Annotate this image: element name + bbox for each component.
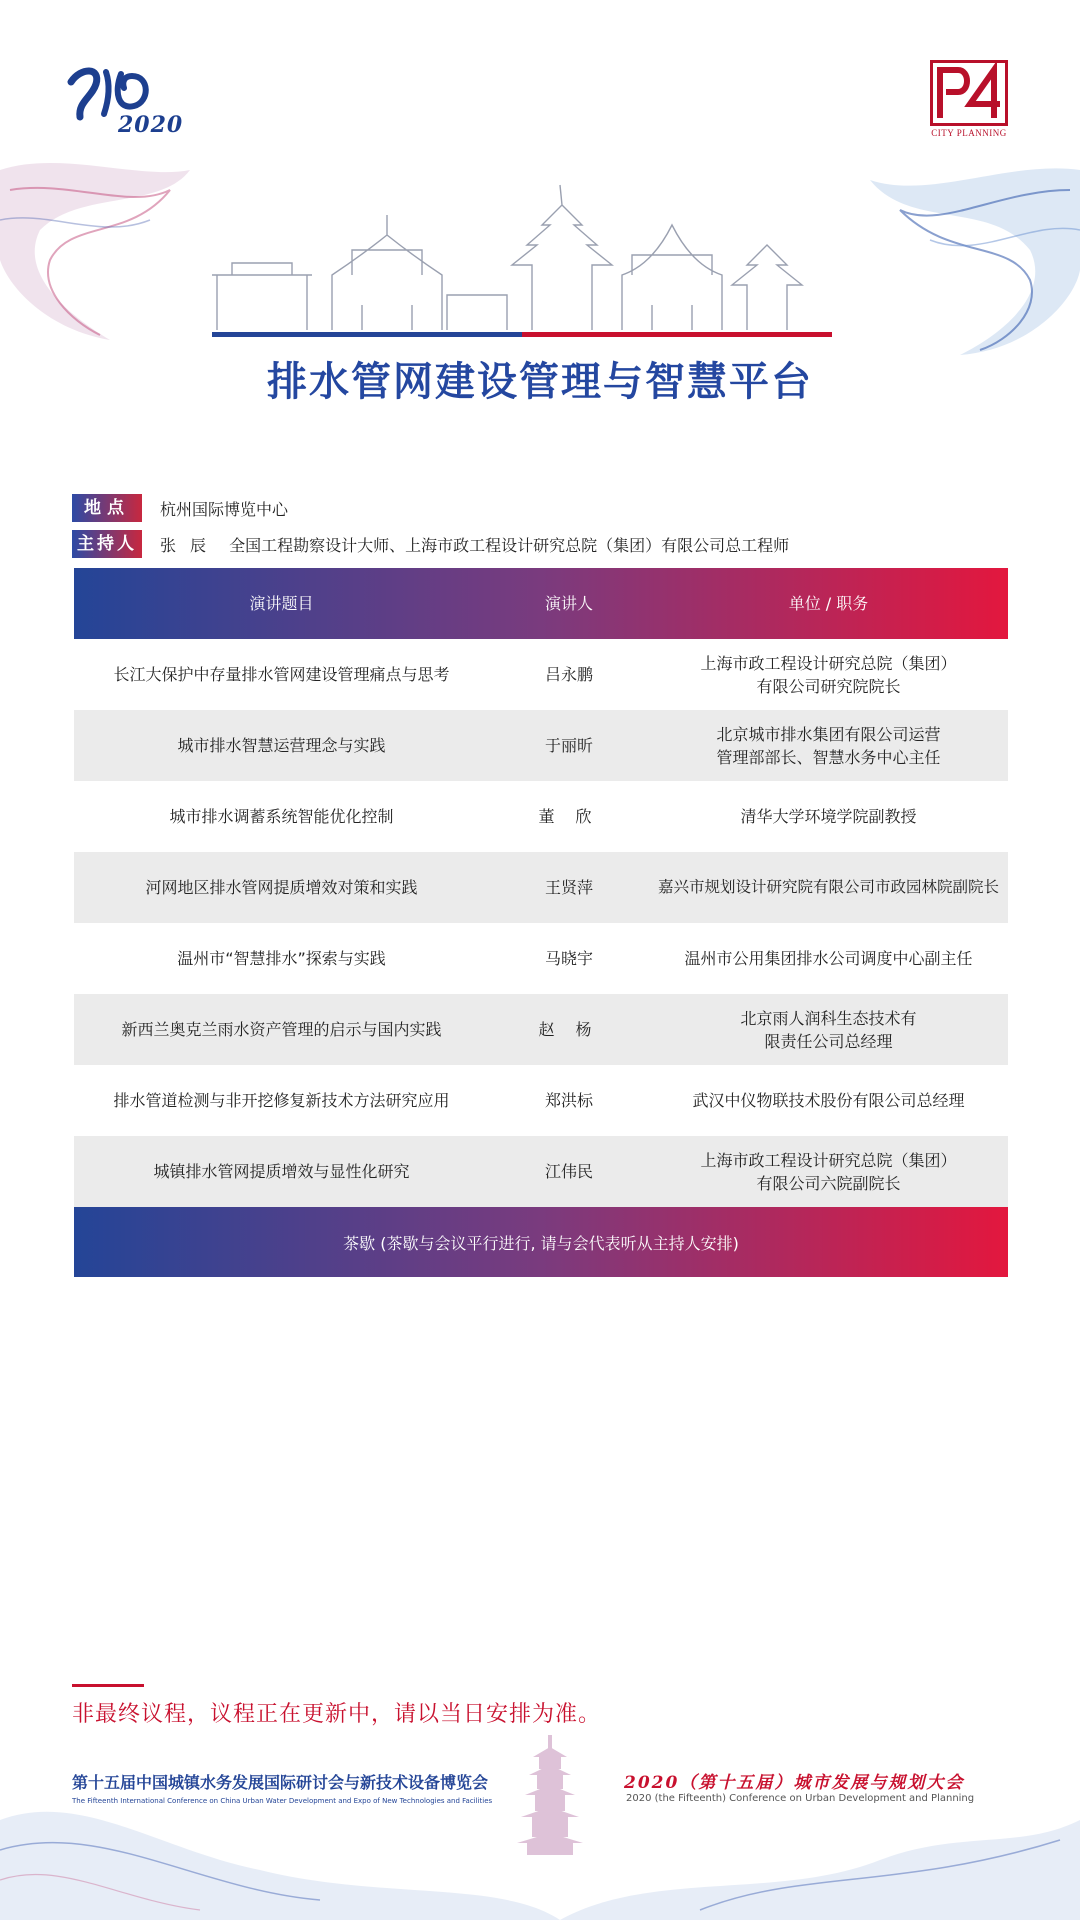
speaker-cell: 吕永鹏 (544, 665, 593, 684)
topic-cell: 新西兰奥克兰雨水资产管理的启示与国内实践 (121, 1020, 442, 1039)
org-cell: 上海市政工程设计研究总院（集团）有限公司六院副院长 (700, 1150, 957, 1193)
header-topic: 演讲题目 (249, 594, 314, 613)
topic-cell: 城市排水调蓄系统智能优化控制 (169, 807, 394, 826)
table-row (74, 781, 1008, 852)
pagoda-icon (515, 1735, 585, 1855)
smoke-decoration-left (0, 150, 210, 350)
conference-right-title: 2020（第十五届）城市发展与规划大会 (624, 1773, 965, 1793)
speaker-cell: 郑洪标 (544, 1091, 593, 1110)
host-text (160, 533, 789, 556)
topic-cell: 长江大保护中存量排水管网建设管理痛点与思考 (113, 665, 450, 684)
header-speaker: 演讲人 (544, 594, 593, 613)
org-cell: 武汉中仪物联技术股份有限公司总经理 (692, 1091, 965, 1110)
host-title: 全国工程勘察设计大师、上海市政工程设计研究总院（集团）有限公司总工程师 (229, 535, 790, 555)
topic-cell: 河网地区排水管网提质增效对策和实践 (145, 878, 418, 897)
org-cell: 嘉兴市规划设计研究院有限公司市政园林院副院长 (657, 878, 999, 896)
speaker-cell: 马晓宇 (544, 949, 593, 968)
speaker-cell: 王贤萍 (544, 878, 593, 897)
host-row (72, 530, 789, 558)
smoke-decoration-right (840, 160, 1080, 360)
conference-left-title: 第十五届中国城镇水务发展国际研讨会与新技术设备博览会 (72, 1773, 489, 1792)
speaker-cell: 董 欣 (538, 807, 600, 826)
city-planning-logo (930, 60, 1008, 142)
org-cell: 北京雨人润科生态技术有限责任公司总经理 (740, 1008, 917, 1051)
host-tag: 主持人 (72, 530, 142, 558)
logo-year: 2020 (118, 112, 184, 138)
tea-break-row: 茶歇 (茶歇与会议平行进行, 请与会代表听从主持人安排) (74, 1207, 1008, 1277)
conference-right-subtitle: 2020 (the Fifteenth) Conference on Urban Development and Planning (626, 1793, 975, 1804)
topic-cell: 城市排水智慧运营理念与实践 (177, 736, 386, 755)
agenda-notice: 非最终议程，议程正在更新中，请以当日安排为准。 (72, 1702, 602, 1727)
conference-logo-left (66, 62, 196, 142)
notice-divider (72, 1684, 144, 1687)
logo-right-text: CITY PLANNING (931, 128, 1007, 138)
header-org: 单位 / 职务 (788, 594, 869, 613)
topic-cell: 城镇排水管网提质增效与显性化研究 (153, 1162, 410, 1181)
table-row (74, 994, 1008, 1065)
org-cell: 温州市公用集团排水公司调度中心副主任 (684, 949, 973, 968)
org-cell: 清华大学环境学院副教授 (740, 807, 917, 826)
speaker-cell: 于丽昕 (544, 736, 593, 755)
p4-logo-icon (930, 60, 1008, 126)
page-title: 排水管网建设管理与智慧平台 (267, 359, 813, 405)
conference-left-subtitle: The Fifteenth International Conference on China Urban Water Development and Expo of New Technologies and Facilities (72, 1797, 493, 1805)
skyline-illustration (212, 175, 832, 345)
speaker-cell: 赵 杨 (538, 1020, 600, 1039)
table-row (74, 1136, 1008, 1207)
table-header (74, 568, 1008, 639)
location-text: 杭州国际博览中心 (160, 499, 289, 519)
table-row (74, 710, 1008, 781)
location-tag: 地点 (72, 494, 142, 522)
agenda-table (74, 568, 1008, 1277)
table-row (74, 852, 1008, 923)
org-cell: 上海市政工程设计研究总院（集团）有限公司研究院院长 (700, 653, 957, 696)
topic-cell: 排水管道检测与非开挖修复新技术方法研究应用 (113, 1091, 450, 1110)
speaker-cell: 江伟民 (544, 1162, 593, 1181)
host-name: 张辰 (160, 535, 221, 555)
table-row (74, 1065, 1008, 1136)
table-row (74, 639, 1008, 710)
location-row (72, 494, 288, 522)
topic-cell: 温州市“智慧排水”探索与实践 (177, 949, 386, 968)
org-cell: 北京城市排水集团有限公司运营管理部部长、智慧水务中心主任 (716, 724, 941, 767)
table-row (74, 923, 1008, 994)
